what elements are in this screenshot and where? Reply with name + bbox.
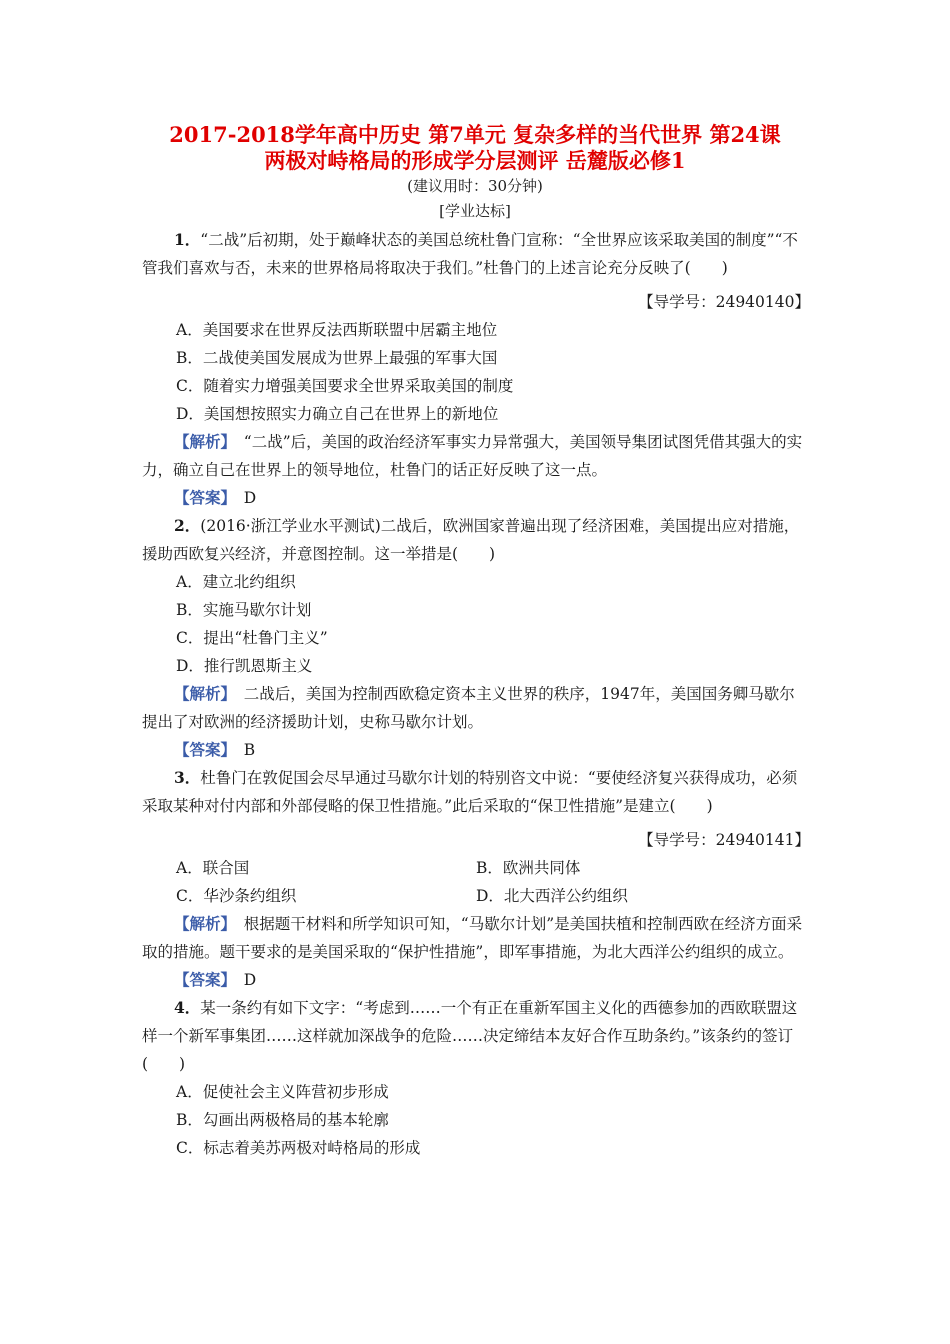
question-4 [142,994,810,1078]
answer-label: 【答案】 [174,740,229,759]
question-text: “二战”后初期，处于巅峰状态的美国总统杜鲁门宣称：“全世界应该采取美国的制度”“不管我们喜欢与否，未来的世界格局将取决于我们。”杜鲁门的上述言论充分反映了( ) [142,231,798,277]
analysis-label: 【解析】 [174,684,229,703]
analysis [142,428,810,484]
question-3 [142,764,810,820]
option-c: C．提出“杜鲁门主义” [176,629,328,647]
questions-body [142,226,810,1162]
option-b: B．欧洲共同体 [476,859,581,877]
question-number: 2． [174,516,201,535]
options-row-1 [142,854,810,882]
answer-value: D [228,971,257,989]
suggested-time: (建议用时：30分钟) [407,177,543,195]
option-d: D．美国想按照实力确立自己在世界上的新地位 [176,405,499,423]
question-number: 1． [174,230,201,249]
analysis-text: 二战后，美国为控制西欧稳定资本主义世界的秩序，1947年，美国国务卿马歇尔提出了对欧洲的经济援助计划，史称马歇尔计划。 [142,685,795,731]
option-d: D．北大西洋公约组织 [476,887,628,905]
option-d: D．推行凯恩斯主义 [176,657,313,675]
answer [142,484,810,512]
option-a: A．促使社会主义阵营初步形成 [176,1083,389,1101]
analysis-text: “二战”后，美国的政治经济军事实力异常强大，美国领导集团试图凭借其强大的实力，确立自己在世界上的领导地位，杜鲁门的话正好反映了这一点。 [142,433,803,479]
option-a: A．建立北约组织 [176,573,296,591]
analysis [142,910,810,966]
answer [142,736,810,764]
answer-value: B [228,741,256,759]
analysis-text: 根据题干材料和所学知识可知，“马歇尔计划”是美国扶植和控制西欧在经济方面采取的措施。题干要求的是美国采取的“保护性措施”，即军事措施，为北大西洋公约组织的成立。 [142,915,803,961]
guide-number: 【导学号：24940141】 [638,831,810,849]
guide-number: 【导学号：24940140】 [638,293,810,311]
question-1 [142,226,810,282]
analysis [142,680,810,736]
section-heading: [学业达标] [439,202,511,220]
option-b: B．实施马歇尔计划 [176,601,312,619]
option-b: B．勾画出两极格局的基本轮廓 [176,1111,389,1129]
question-text: 杜鲁门在敦促国会尽早通过马歇尔计划的特别咨文中说：“要使经济复兴获得成功，必须采取某种对付内部和外部侵略的保卫性措施。”此后采取的“保卫性措施”是建立( ) [142,769,798,815]
question-text: (2016·浙江学业水平测试)二战后，欧洲国家普遍出现了经济困难，美国提出应对措施，援助西欧复兴经济，并意图控制。这一举措是( ) [142,517,800,563]
question-number: 3． [174,768,201,787]
answer [142,966,810,994]
answer-value: D [228,489,257,507]
analysis-label: 【解析】 [174,914,229,933]
question-text: 某一条约有如下文字：“考虑到……一个有正在重新军国主义化的西德参加的西欧联盟这样一个新军事集团……这样就加深战争的危险……决定缔结本友好合作互助条约。”该条约的签订( ) [142,999,798,1073]
answer-label: 【答案】 [174,488,229,507]
document-title-line2: 两极对峙格局的形成学分层测评 岳麓版必修1 [264,148,686,173]
option-a: A．联合国 [176,859,250,877]
document-title-line1: 2017-2018学年高中历史 第7单元 复杂多样的当代世界 第24课 [169,122,781,147]
answer-label: 【答案】 [174,970,229,989]
question-number: 4． [174,998,201,1017]
options-row-2 [142,882,810,910]
question-2 [142,512,810,568]
option-b: B．二战使美国发展成为世界上最强的军事大国 [176,349,498,367]
option-a: A．美国要求在世界反法西斯联盟中居霸主地位 [176,321,498,339]
option-c: C．随着实力增强美国要求全世界采取美国的制度 [176,377,514,395]
option-c: C．华沙条约组织 [176,887,297,905]
option-c: C．标志着美苏两极对峙格局的形成 [176,1139,421,1157]
analysis-label: 【解析】 [174,432,229,451]
